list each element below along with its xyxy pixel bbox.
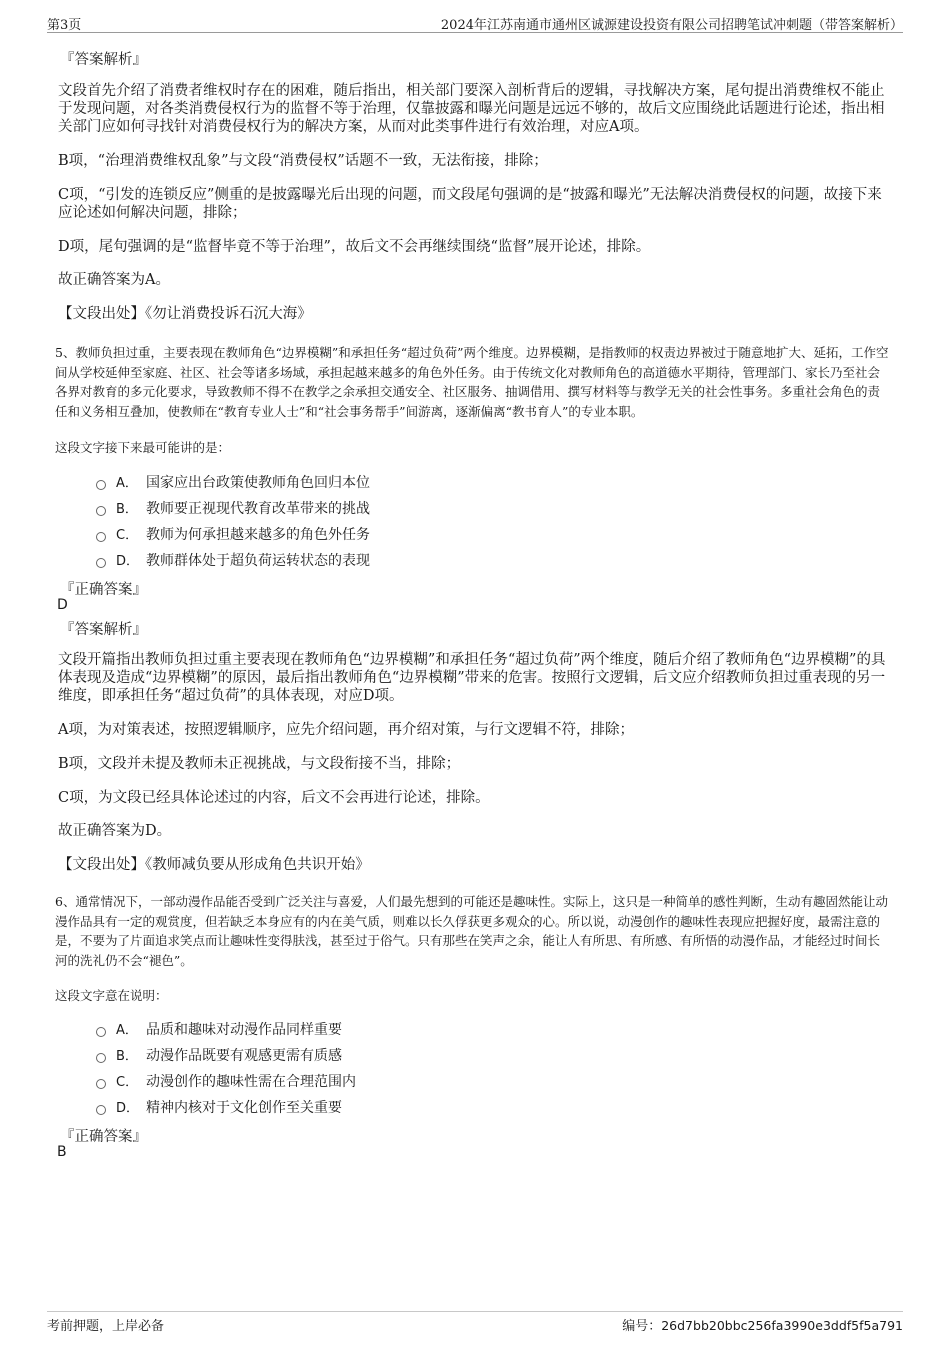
document-title: 2024年江苏南通市通州区诚源建设投资有限公司招聘笔试冲刺题（带答案解析） (440, 18, 903, 33)
analysis-text: 文段开篇指出教师负担过重主要表现在教师角色“边界模糊”和承担任务“超过负荷”两个维度，随后介绍了教师角色“边界模糊”的具体表现及造成“边界模糊”的原因，最后指出教师角色“边界模糊”带来的危害。按照行文逻辑，后文应介绍教师负担过重表现的另一维度，即承担任务“超过负荷”的具体表现，对应D项。 (58, 652, 886, 704)
question-6-option-a[interactable]: A． 品质和趣味对动漫作品同样重要 (96, 1019, 342, 1039)
conclusion: 故正确答案为A。 (58, 272, 170, 288)
question-6-text: 6、通常情况下，一部动漫作品能否受到广泛关注与喜爱，人们最先想到的可能还是趣味性。实际上，这只是一种简单的感性判断，生动有趣固然能让动漫作品具有一定的观赏度，但若缺乏本身应有的内在美气质，则难以长久俘获更多观众的心。所以说，动漫创作的趣味性表现应把握好度，最需注意的是，不要为了片面追求笑点而让趣味性变得肤浅，甚至过于俗气。只有那些在笑声之余，能让人有所思、有所感、有所悟的动漫作品，才能经过时间长河的洗礼仍不会“褪色”。 (55, 894, 888, 968)
analysis-label: 『答案解析』 (60, 52, 147, 68)
radio-icon[interactable] (96, 558, 106, 568)
correct-answer: B (57, 1144, 67, 1160)
question-6-option-c[interactable]: C． 动漫创作的趣味性需在合理范围内 (96, 1071, 356, 1091)
correct-answer-label: 『正确答案』 (60, 1129, 147, 1145)
question-5-option-d[interactable]: D． 教师群体处于超负荷运转状态的表现 (96, 550, 370, 570)
option-a-explanation: A项，为对策表述，按照逻辑顺序，应先介绍问题，再介绍对策，与行文逻辑不符，排除； (58, 722, 634, 738)
page-footer (47, 1311, 903, 1335)
footer-slogan: 考前押题，上岸必备 (47, 1319, 165, 1334)
source-citation: 【文段出处】《勿让消费投诉石沉大海》 (58, 306, 312, 322)
document-id: 编号：26d7bb20bbc256fa3990e3ddf5f5a791 (622, 1318, 903, 1334)
question-6-option-b[interactable]: B． 动漫作品既要有观感更需有质感 (96, 1045, 342, 1065)
option-b-explanation: B项，文段并未提及教师未正视挑战，与文段衔接不当，排除； (58, 756, 461, 772)
question-6-prompt: 这段文字意在说明： (55, 988, 168, 1003)
question-5-option-c[interactable]: C． 教师为何承担越来越多的角色外任务 (96, 524, 370, 544)
radio-icon[interactable] (96, 480, 106, 490)
radio-icon[interactable] (96, 1027, 106, 1037)
page-header (47, 14, 903, 33)
analysis-text: 文段首先介绍了消费者维权时存在的困难，随后指出，相关部门要深入剖析背后的逻辑，寻找解决方案，尾句提出消费维权不能止于发现问题，对各类消费侵权行为的监督不等于治理，仅靠披露和曝光问题是远远不够的，故后文应围绕此话题进行论述，指出相关部门应如何寻找针对消费侵权行为的解决方案，从而对此类事件进行有效治理，对应A项。 (58, 83, 885, 135)
question-5-option-a[interactable]: A． 国家应出台政策使教师角色回归本位 (96, 472, 370, 492)
radio-icon[interactable] (96, 1053, 106, 1063)
analysis-label: 『答案解析』 (60, 622, 147, 638)
question-5-text: 5、教师负担过重，主要表现在教师角色“边界模糊”和承担任务“超过负荷”两个维度。边界模糊，是指教师的权责边界被过于随意地扩大、延拓，工作空间从学校延伸至家庭、社区、社会等诸多场域，承担起越来越多的角色外任务。由于传统文化对教师角色的高道德水平期待，管理部门、家长乃至社会各界对教育的多元化要求，导致教师不得不在教学之余承担交通安全、社区服务、抽调借用、撰写材料等与教学无关的社会性事务。多重社会角色的责任和义务相互叠加，使教师在“教育专业人士”和“社会事务帮手”间游离，逐渐偏离“教书育人”的专业本职。 (55, 345, 889, 419)
radio-icon[interactable] (96, 1079, 106, 1089)
conclusion: 故正确答案为D。 (58, 823, 172, 839)
correct-answer: D (57, 597, 68, 613)
page-number: 第3页 (47, 18, 82, 33)
question-5-prompt: 这段文字接下来最可能讲的是： (55, 440, 231, 455)
radio-icon[interactable] (96, 1105, 106, 1115)
question-5-option-b[interactable]: B． 教师要正视现代教育改革带来的挑战 (96, 498, 370, 518)
source-citation: 【文段出处】《教师减负要从形成角色共识开始》 (58, 857, 370, 873)
option-c-explanation: C项，“引发的连锁反应”侧重的是披露曝光后出现的问题，而文段尾句强调的是“披露和曝光”无法解决消费侵权的问题，故接下来应论述如何解决问题，排除； (58, 187, 882, 221)
option-d-explanation: D项，尾句强调的是“监督毕竟不等于治理”，故后文不会再继续围绕“监督”展开论述，排除。 (58, 239, 651, 255)
correct-answer-label: 『正确答案』 (60, 582, 147, 598)
question-6-option-d[interactable]: D． 精神内核对于文化创作至关重要 (96, 1097, 342, 1117)
radio-icon[interactable] (96, 506, 106, 516)
option-c-explanation: C项，为文段已经具体论述过的内容，后文不会再进行论述，排除。 (58, 790, 490, 806)
option-b-explanation: B项，“治理消费维权乱象”与文段“消费侵权”话题不一致，无法衔接，排除； (58, 153, 548, 169)
radio-icon[interactable] (96, 532, 106, 542)
